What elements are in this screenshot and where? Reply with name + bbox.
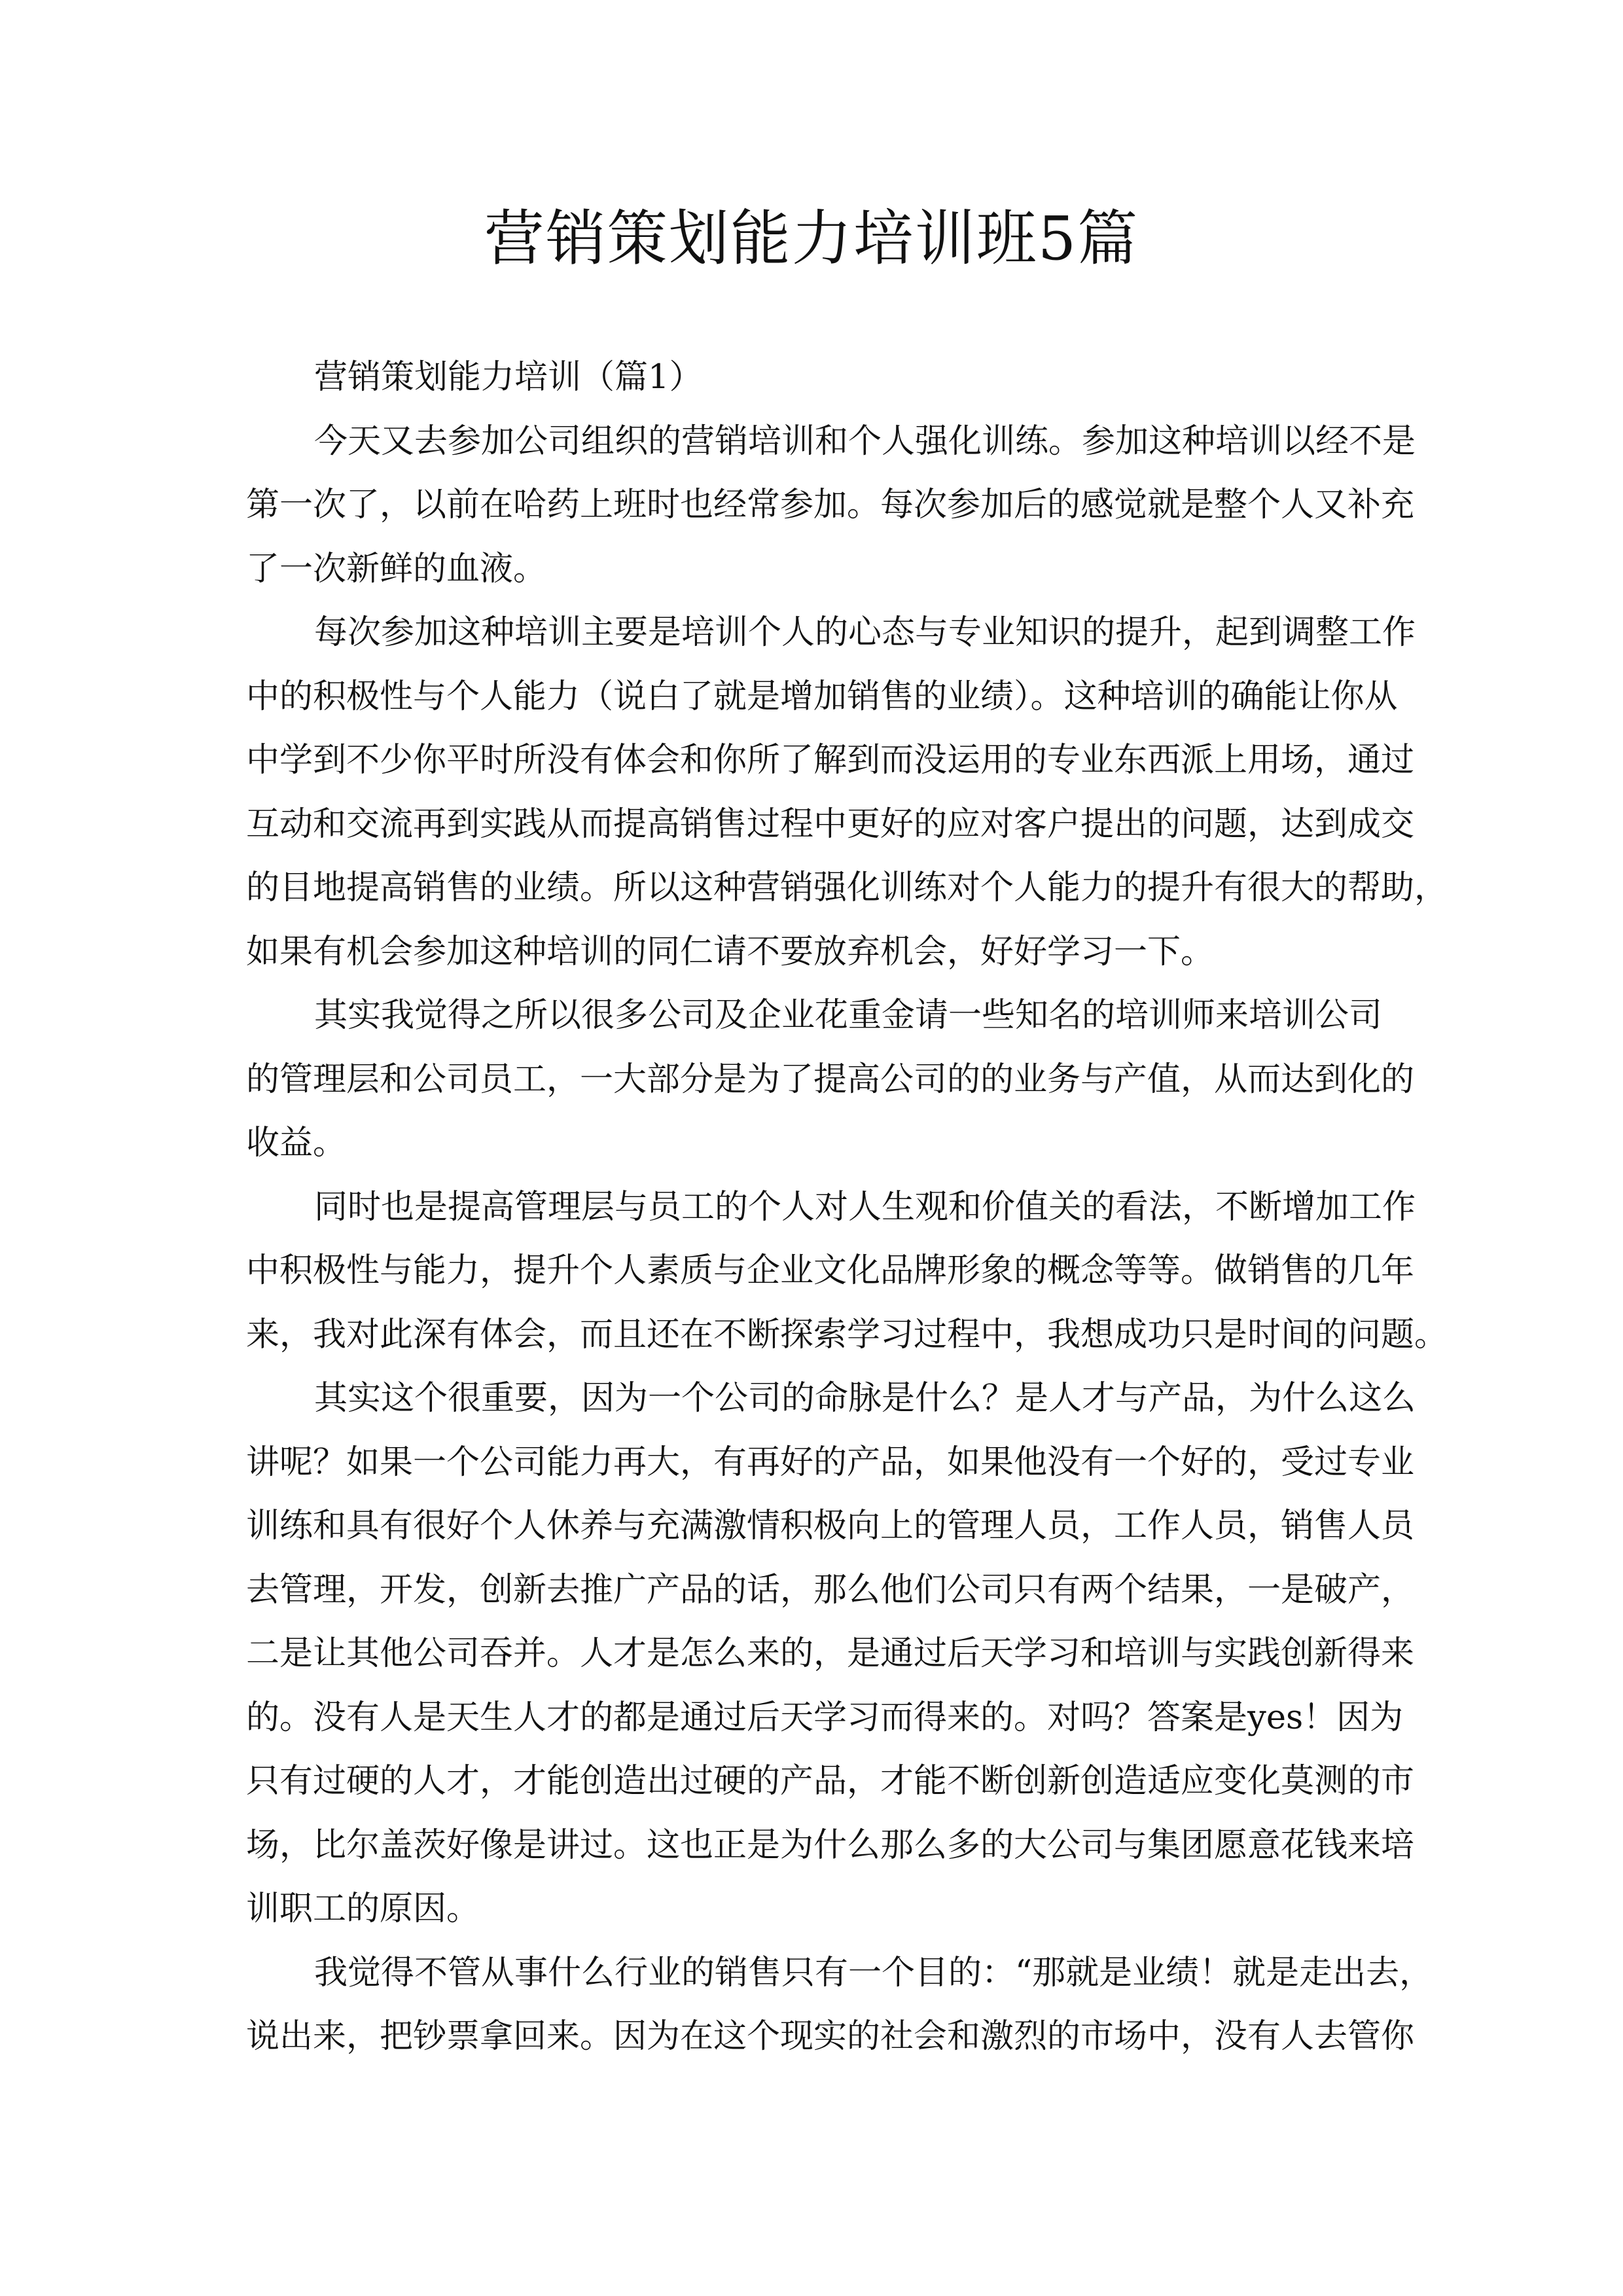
text-line: 训职工的原因。 — [246, 1890, 480, 1928]
text-line: 只有过硬的人才，才能创造出过硬的产品，才能不断创新创造适应变化莫测的市 — [246, 1762, 1415, 1801]
text-line: 的。没有人是天生人才的都是通过后天学习而得来的。对吗？答案是yes！因为 — [246, 1698, 1404, 1737]
text-line: 二是让其他公司吞并。人才是怎么来的，是通过后天学习和培训与实践创新得来 — [246, 1634, 1415, 1673]
text-line: 场，比尔盖茨好像是讲过。这也正是为什么那么多的大公司与集团愿意花钱来培 — [246, 1825, 1415, 1865]
paragraph — [246, 984, 1415, 1175]
document-title: 营销策划能力培训班5篇 — [484, 204, 1139, 274]
text-line: 去管理，开发，创新去推广产品的话，那么他们公司只有两个结果，一是破产， — [246, 1570, 1415, 1609]
text-line: 营销策划能力培训（篇1） — [314, 358, 703, 397]
document-body — [246, 346, 1448, 2069]
text-line: 中的积极性与个人能力（说白了就是增加销售的业绩）。这种培训的确能让你从 — [246, 677, 1398, 716]
text-line: 收益。 — [246, 1124, 347, 1162]
text-line: 第一次了，以前在哈药上班时也经常参加。每次参加后的感觉就是整个人又补充 — [246, 486, 1415, 524]
text-line: 其实我觉得之所以很多公司及企业花重金请一些知名的培训师来培训公司 — [314, 996, 1383, 1035]
text-line: 中学到不少你平时所没有体会和你所了解到而没运用的专业东西派上用场，通过 — [246, 741, 1415, 780]
section-heading — [246, 346, 1377, 410]
text-line: 我觉得不管从事什么行业的销售只有一个目的：“那就是业绩！就是走出去， — [314, 1953, 1433, 1992]
text-line: 来，我对此深有体会，而且还在不断探索学习过程中，我想成功只是时间的问题。 — [246, 1315, 1448, 1354]
text-line: 说出来，把钞票拿回来。因为在这个现实的社会和激烈的市场中，没有人去管你 — [246, 2017, 1415, 2056]
text-line: 训练和具有很好个人休养与充满激情积极向上的管理人员，工作人员，销售人员 — [246, 1507, 1415, 1545]
text-line: 今天又去参加公司组织的营销培训和个人强化训练。参加这种培训以经不是 — [314, 422, 1416, 461]
paragraph — [246, 1175, 1448, 1367]
text-line: 如果有机会参加这种培训的同仁请不要放弃机会，好好学习一下。 — [246, 932, 1215, 971]
text-line: 讲呢？如果一个公司能力再大，有再好的产品，如果他没有一个好的，受过专业 — [246, 1443, 1415, 1482]
paragraph — [246, 1367, 1416, 1941]
text-line: 了一次新鲜的血液。 — [246, 549, 547, 588]
text-line: 中积极性与能力，提升个人素质与企业文化品牌形象的概念等等。做销售的几年 — [246, 1251, 1415, 1290]
paragraph — [246, 601, 1448, 984]
text-line: 互动和交流再到实践从而提高销售过程中更好的应对客户提出的问题，达到成交 — [246, 804, 1415, 844]
paragraph — [246, 1941, 1433, 2069]
text-line: 同时也是提高管理层与员工的个人对人生观和价值关的看法，不断增加工作 — [314, 1187, 1416, 1227]
text-line: 的目地提高销售的业绩。所以这种营销强化训练对个人能力的提升有很大的帮助， — [246, 869, 1448, 907]
text-line: 其实这个很重要，因为一个公司的命脉是什么？是人才与产品，为什么这么 — [314, 1379, 1416, 1418]
text-line: 的管理层和公司员工，一大部分是为了提高公司的的业务与产值，从而达到化的 — [246, 1060, 1415, 1099]
paragraph — [246, 410, 1416, 601]
text-line: 每次参加这种培训主要是培训个人的心态与专业知识的提升，起到调整工作 — [314, 613, 1416, 652]
